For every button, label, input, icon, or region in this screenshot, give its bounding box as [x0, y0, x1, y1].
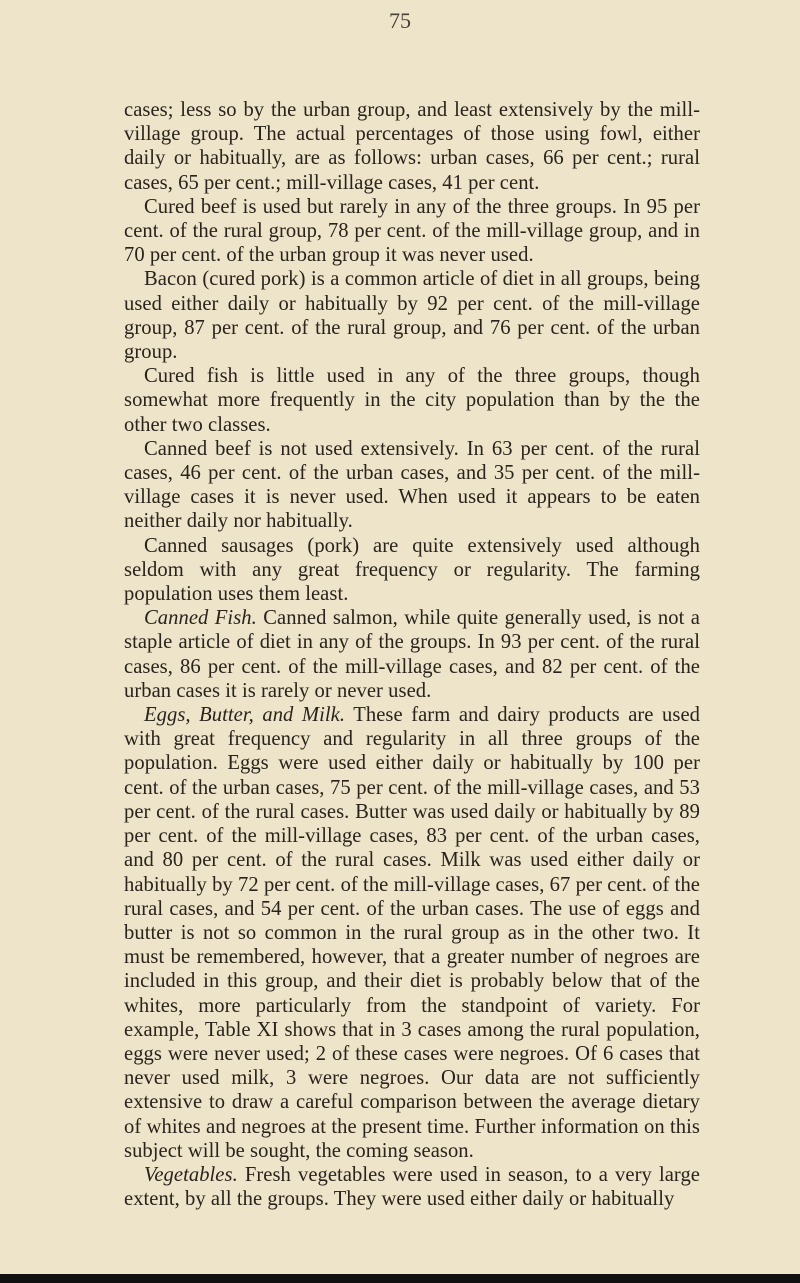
paragraph-text: cases; less so by the urban group, and least extensively by the mill-village group. The actual percentages of those using fowl, either daily or habitually, are as follows: urban cases, 66 per cent.; rural cases, 65 per cent.; mill-village cases, 41 per cent.: [124, 99, 700, 194]
paragraph: [124, 364, 700, 437]
paragraph-text: Canned sausages (pork) are quite extensively used although seldom with any great frequency or regularity. The farming population uses them least.: [124, 534, 700, 606]
paragraph-text: Canned beef is not used extensively. In 63 per cent. of the rural cases, 46 per cent. of the urban cases, and 35 per cent. of the mill-village cases it is never used. When used it appears to be eaten neither daily nor habitually.: [124, 437, 700, 533]
paragraph: [124, 267, 700, 364]
paragraph-text: These farm and dairy products are used with great frequency and regularity in all three groups of the population. Eggs were used either daily or habitually by 100 per cent. of the urban cases, 75 per cent. of the mill-village cases, and 53 per cent. of the rural cases. Butter was used daily or habitually by 89 per cent. of the mill-village cases, 83 per cent. of the urban cases, and 80 per cent. of the rural cases. Milk was used either daily or habitually by 72 per cent. of the mill-village cases, 67 per cent. of the rural cases, and 54 per cent. of the urban cases. The use of eggs and butter is not so common in the rural group as in the other two. It must be remembered, however, that a greater number of negroes are included in this group, and their diet is probably below that of the whites, more particularly from the standpoint of variety. For example, Table XI shows that in 3 cases among the rural population, eggs were never used; 2 of these cases were negroes. Of 6 cases that never used milk, 3 were negroes. Our data are not sufficiently extensive to draw a careful comparison between the average dietary of whites and negroes at the present time. Further information on this subject will be sought, the coming season.: [124, 704, 700, 1162]
paragraph: [124, 703, 700, 1163]
paragraph: [124, 195, 700, 268]
paragraph-text: Canned salmon, while quite generally used, is not a staple article of diet in any of the groups. In 93 per cent. of the rural cases, 86 per cent. of the mill-village cases, and 82 per cent. of the urban cases it is rarely or never used.: [124, 607, 700, 702]
paragraph: [124, 606, 700, 703]
section-heading: Vegetables.: [144, 1163, 238, 1186]
paragraph-text: Fresh vegetables were used in season, to a very large extent, by all the groups. They were used either daily or habitually: [124, 1163, 700, 1211]
paragraph: [124, 98, 700, 195]
paragraph-text: Cured fish is little used in any of the three groups, though somewhat more frequently in the city population than by the the other two classes.: [124, 365, 700, 436]
section-heading: Canned Fish.: [144, 607, 257, 630]
page-bottom-edge: [0, 1274, 800, 1283]
paragraph: [124, 1163, 700, 1211]
page-number: 75: [389, 8, 411, 33]
paragraph-text: Bacon (cured pork) is a common article of diet in all groups, being used either daily or habitually by 92 per cent. of the mill-village group, 87 per cent. of the rural group, and 76 per cent. of the urban group.: [124, 268, 700, 364]
section-heading: Eggs, Butter, and Milk.: [144, 704, 346, 727]
body-text: [124, 98, 700, 1211]
paragraph: [124, 437, 700, 534]
paragraph-text: Cured beef is used but rarely in any of the three groups. In 95 per cent. of the rural group, 78 per cent. of the mill-village group, and in 70 per cent. of the urban group it was never used.: [124, 195, 700, 267]
paragraph: [124, 534, 700, 607]
